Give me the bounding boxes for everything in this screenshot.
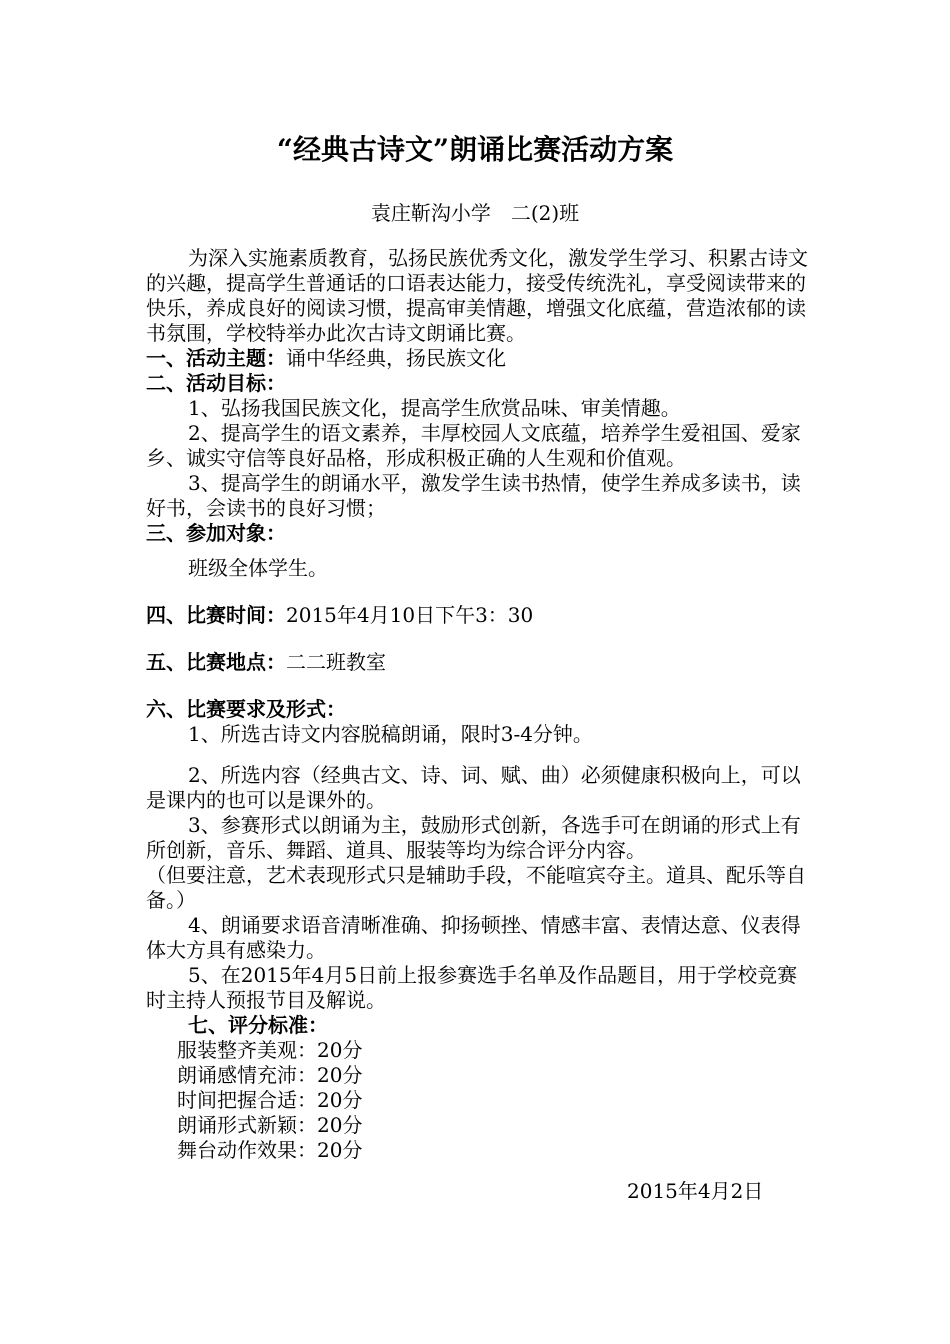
score-item-2: 朗诵感情充沛：20分 (177, 1063, 363, 1087)
section-3-heading (146, 521, 808, 546)
section-3-label: 参加对象： (186, 521, 286, 545)
section-6-heading (146, 697, 808, 722)
document-subtitle: 袁庄靳沟小学 二(2)班 (370, 201, 580, 225)
section-1-label: 活动主题： (186, 346, 286, 370)
section-6-label: 比赛要求及形式： (186, 697, 346, 721)
score-item-3: 时间把握合适：20分 (177, 1088, 363, 1112)
score-item-1: 服装整齐美观：20分 (177, 1038, 363, 1062)
section-1-heading (146, 346, 808, 371)
document-title: “经典古诗文”朗诵比赛活动方案 (276, 133, 674, 166)
section-1-number: 一、 (146, 346, 186, 370)
section-6-number: 六、 (146, 697, 186, 721)
score-item-4: 朗诵形式新颖：20分 (177, 1113, 363, 1137)
section-5-label: 比赛地点： (186, 650, 286, 674)
section-6-item-4: 4、朗诵要求语音清晰准确、抑扬顿挫、情感丰富、表情达意、仪表得体大方具有感染力。 (146, 913, 801, 962)
section-6-item-3: 3、参赛形式以朗诵为主，鼓励形式创新，各选手可在朗诵的形式上有所创新，音乐、舞蹈、道具、服装等均为综合评分内容。 (146, 813, 801, 862)
section-2-heading (146, 371, 808, 396)
section-2-item-2: 2、提高学生的语文素养，丰厚校园人文底蕴，培养学生爱祖国、爱家乡、诚实守信等良好品格，形成积极正确的人生观和价值观。 (146, 421, 801, 470)
section-5-number: 五、 (146, 650, 186, 674)
section-3-number: 三、 (146, 521, 186, 545)
section-1-value: 诵中华经典，扬民族文化 (286, 346, 506, 370)
section-4-number: 四、 (146, 603, 186, 627)
section-6-item-1: 1、所选古诗文内容脱稿朗诵，限时3-4分钟。 (188, 722, 593, 746)
section-4-heading (146, 603, 808, 628)
section-7-heading: 七、评分标准： (188, 1013, 328, 1037)
section-3-value: 班级全体学生。 (188, 556, 328, 580)
document-body (146, 246, 808, 1163)
section-6-item-2: 2、所选内容（经典古文、诗、词、赋、曲）必须健康积极向上，可以是课内的也可以是课外的。 (146, 763, 801, 812)
section-2-item-3: 3、提高学生的朗诵水平，激发学生读书热情，使学生养成多读书，读好书，会读书的良好习惯； (146, 471, 801, 520)
section-5-value: 二二班教室 (286, 650, 386, 674)
score-item-5: 舞台动作效果：20分 (177, 1138, 363, 1162)
section-2-label: 活动目标： (186, 371, 286, 395)
section-5-heading (146, 650, 808, 675)
section-6-note: （但要注意，艺术表现形式只是辅助手段，不能喧宾夺主。道具、配乐等自备。） (146, 863, 806, 912)
section-4-label: 比赛时间： (186, 603, 286, 627)
section-4-value: 2015年4月10日下午3：30 (286, 603, 534, 627)
section-2-number: 二、 (146, 371, 186, 395)
document-date: 2015年4月2日 (627, 1179, 764, 1203)
section-2-item-1: 1、弘扬我国民族文化，提高学生欣赏品味、审美情趣。 (188, 396, 681, 420)
section-6-item-5: 5、在2015年4月5日前上报参赛选手名单及作品题目，用于学校竞赛时主持人预报节目及解说。 (146, 963, 798, 1012)
intro-paragraph: 为深入实施素质教育，弘扬民族优秀文化，激发学生学习、积累古诗文的兴趣，提高学生普通话的口语表达能力，接受传统洗礼，享受阅读带来的快乐，养成良好的阅读习惯，提高审美情趣，增强文化底蕴，营造浓郁的读书氛围，学校特举办此次古诗文朗诵比赛。 (146, 246, 808, 345)
